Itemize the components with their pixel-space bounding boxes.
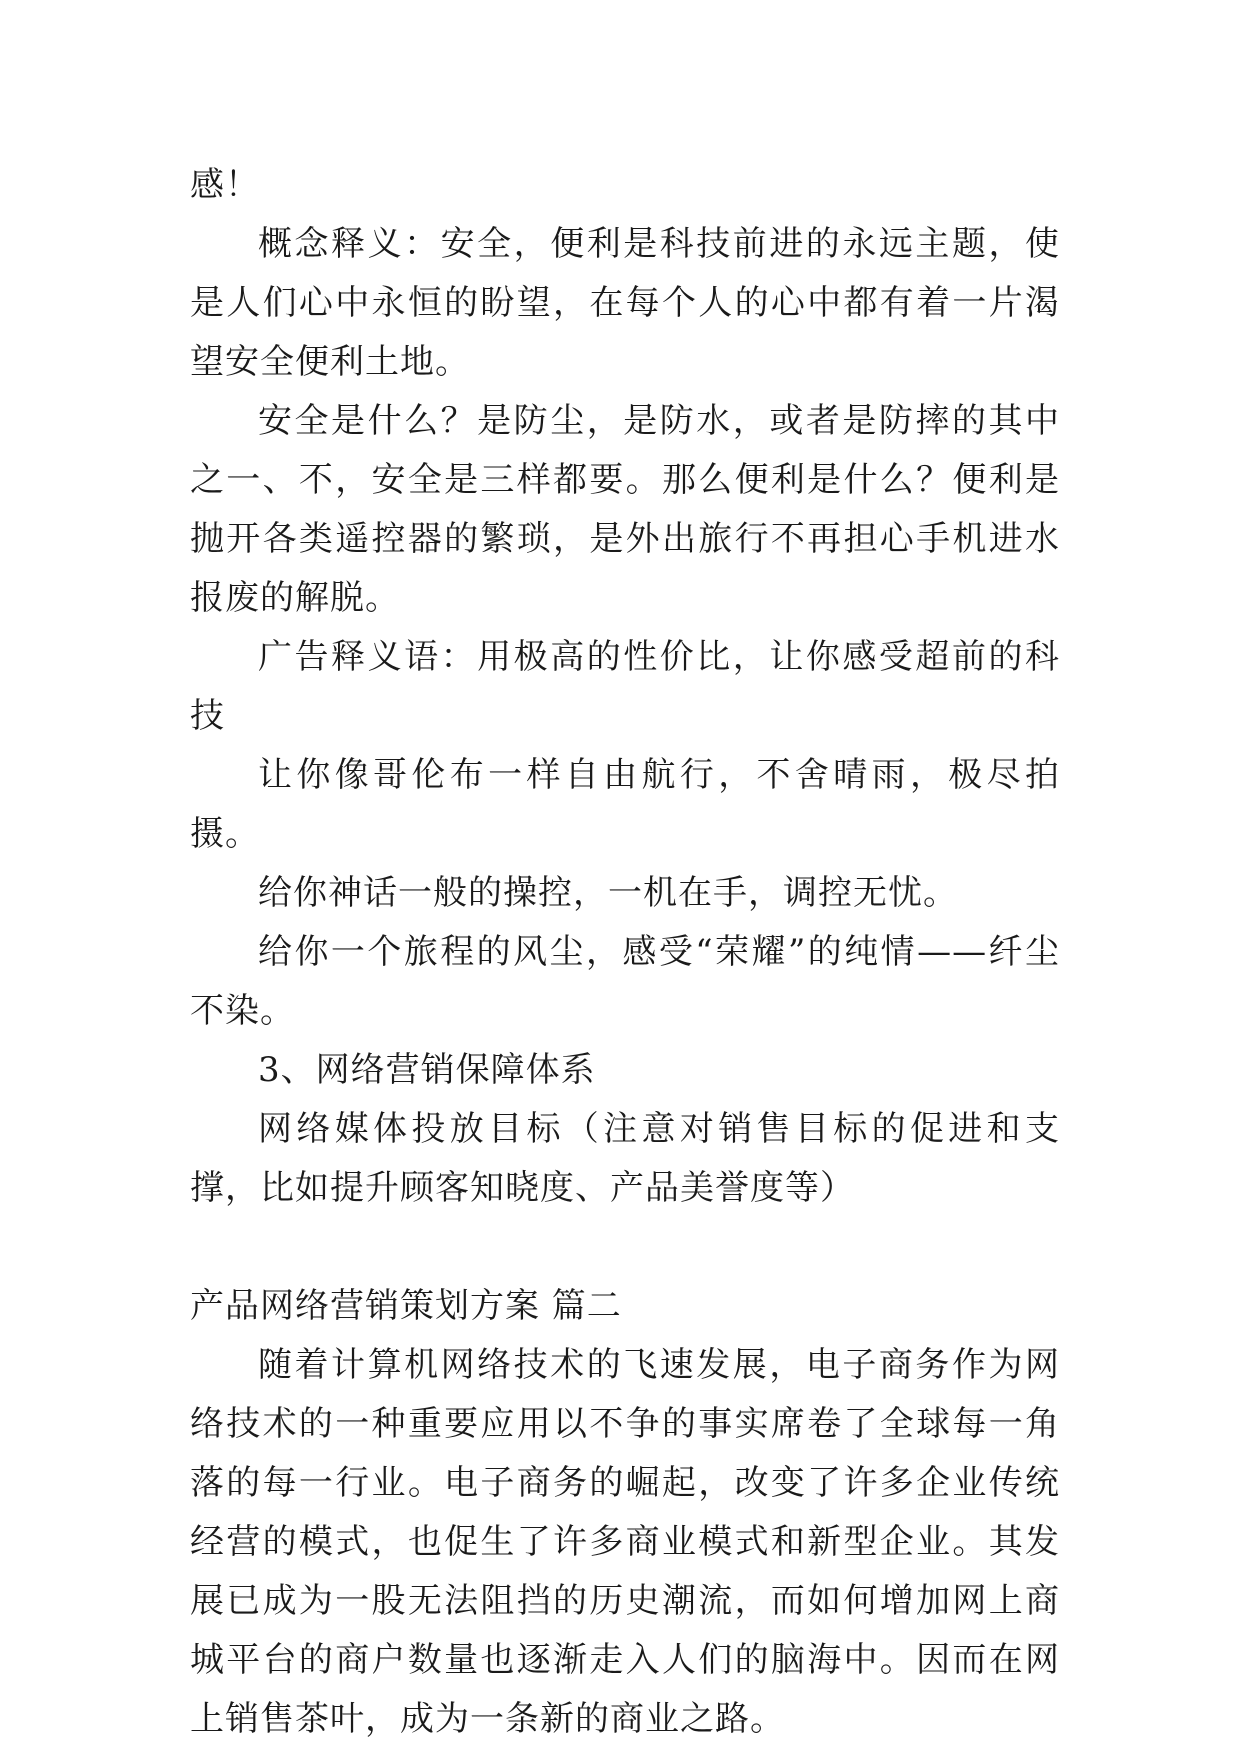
paragraph: 感！ [190, 165, 260, 205]
paragraph: 给你一个旅程的风尘，感受“荣耀”的纯情——纤尘不染。 [190, 932, 1060, 1031]
paragraph: 广告释义语：用极高的性价比，让你感受超前的科技 [190, 637, 1060, 736]
document-body [190, 156, 1060, 1749]
paragraph: 网络媒体投放目标（注意对销售目标的促进和支撑，比如提升顾客知晓度、产品美誉度等） [190, 1109, 1060, 1208]
section-heading: 3、网络营销保障体系 [258, 1050, 596, 1090]
chapter-heading: 产品网络营销策划方案 篇二 [190, 1286, 622, 1326]
paragraph: 概念释义：安全，便利是科技前进的永远主题，使是人们心中永恒的盼望，在每个人的心中都有着一片渴望安全便利土地。 [190, 224, 1060, 382]
paragraph: 安全是什么？是防尘，是防水，或者是防摔的其中之一、不，安全是三样都要。那么便利是什么？便利是抛开各类遥控器的繁琐，是外出旅行不再担心手机进水报废的解脱。 [190, 401, 1060, 618]
paragraph: 给你神话一般的操控，一机在手，调控无忧。 [258, 873, 958, 913]
paragraph: 让你像哥伦布一样自由航行，不舍晴雨，极尽拍摄。 [190, 755, 1060, 854]
paragraph: 随着计算机网络技术的飞速发展，电子商务作为网络技术的一种重要应用以不争的事实席卷了全球每一角落的每一行业。电子商务的崛起，改变了许多企业传统经营的模式，也促生了许多商业模式和新型企业。其发展已成为一股无法阻挡的历史潮流，而如何增加网上商城平台的商户数量也逐渐走入人们的脑海中。因而在网上销售茶叶，成为一条新的商业之路。 [190, 1345, 1060, 1739]
